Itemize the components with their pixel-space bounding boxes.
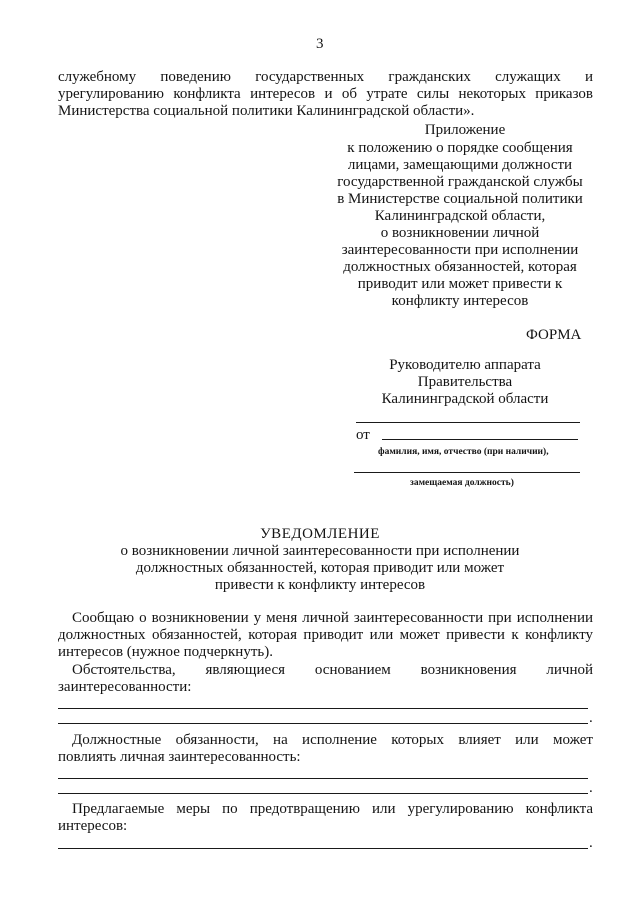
form-label: ФОРМА (526, 327, 582, 343)
notice-title: УВЕДОМЛЕНИЕ (260, 526, 380, 542)
appendix-line: приводит или может привести к (357, 276, 563, 292)
intro-line-2: урегулированию конфликта интересов и об утрате силы некоторых приказов (58, 86, 593, 102)
duties-field-1[interactable] (58, 778, 588, 779)
position-field[interactable] (354, 472, 580, 473)
line-end-mark: . (589, 710, 593, 726)
appendix-line: Калининградской области, (374, 208, 546, 224)
addressee-line: Калининградской области (381, 391, 549, 407)
measures-field-1[interactable] (58, 848, 588, 849)
name-caption: фамилия, имя, отчество (при наличии), (378, 447, 549, 457)
appendix-line: о возникновении личной (380, 225, 540, 241)
from-label: от (356, 427, 370, 443)
circumstances-field-1[interactable] (58, 708, 588, 709)
intro-line-1: служебному поведению государственных гражданских служащих и (58, 69, 593, 85)
appendix-line: должностных обязанностей, которая (343, 259, 577, 275)
from-name-field[interactable] (382, 439, 578, 440)
appendix-line: к положению о порядке сообщения (347, 140, 573, 156)
p1-line: интересов (нужное подчеркнуть). (58, 644, 273, 660)
p1-line: Сообщаю о возникновении у меня личной заинтересованности при исполнении (72, 610, 593, 626)
p1-line: должностных обязанностей, которая приводит или может привести к конфликту (58, 627, 593, 643)
appendix-line: лицами, замещающими должности (347, 157, 573, 173)
circumstances-field-2[interactable] (58, 723, 588, 724)
addressee-line: Правительства (417, 374, 513, 390)
p4-line: Предлагаемые меры по предотвращению или урегулированию конфликта (72, 801, 593, 817)
line-end-mark: . (589, 780, 593, 796)
notice-subtitle-line: привести к конфликту интересов (214, 577, 426, 593)
intro-line-3: Министерства социальной политики Калининградской области». (58, 103, 475, 119)
p2-line: Обстоятельства, являющиеся основанием возникновения личной (72, 662, 593, 678)
addressee-line: Руководителю аппарата (389, 357, 541, 373)
appendix-line: заинтересованности при исполнении (341, 242, 579, 258)
appendix-line: конфликту интересов (391, 293, 529, 309)
line-end-mark: . (589, 835, 593, 851)
p2-line: заинтересованности: (58, 679, 192, 695)
position-caption: замещаемая должность) (410, 478, 514, 488)
p3-line: Должностные обязанности, на исполнение которых влияет или может (72, 732, 593, 748)
appendix-line: государственной гражданской службы (337, 174, 583, 190)
p4-line: интересов: (58, 818, 128, 834)
duties-field-2[interactable] (58, 793, 588, 794)
page-number: 3 (316, 36, 324, 52)
appendix-line: в Министерстве социальной политики (337, 191, 583, 207)
p3-line: повлиять личная заинтересованность: (58, 749, 301, 765)
notice-subtitle-line: должностных обязанностей, которая приводит или может (135, 560, 505, 576)
addressee-blank-line[interactable] (356, 422, 580, 423)
appendix-title: Приложение (424, 122, 506, 138)
notice-subtitle-line: о возникновении личной заинтересованности при исполнении (120, 543, 520, 559)
